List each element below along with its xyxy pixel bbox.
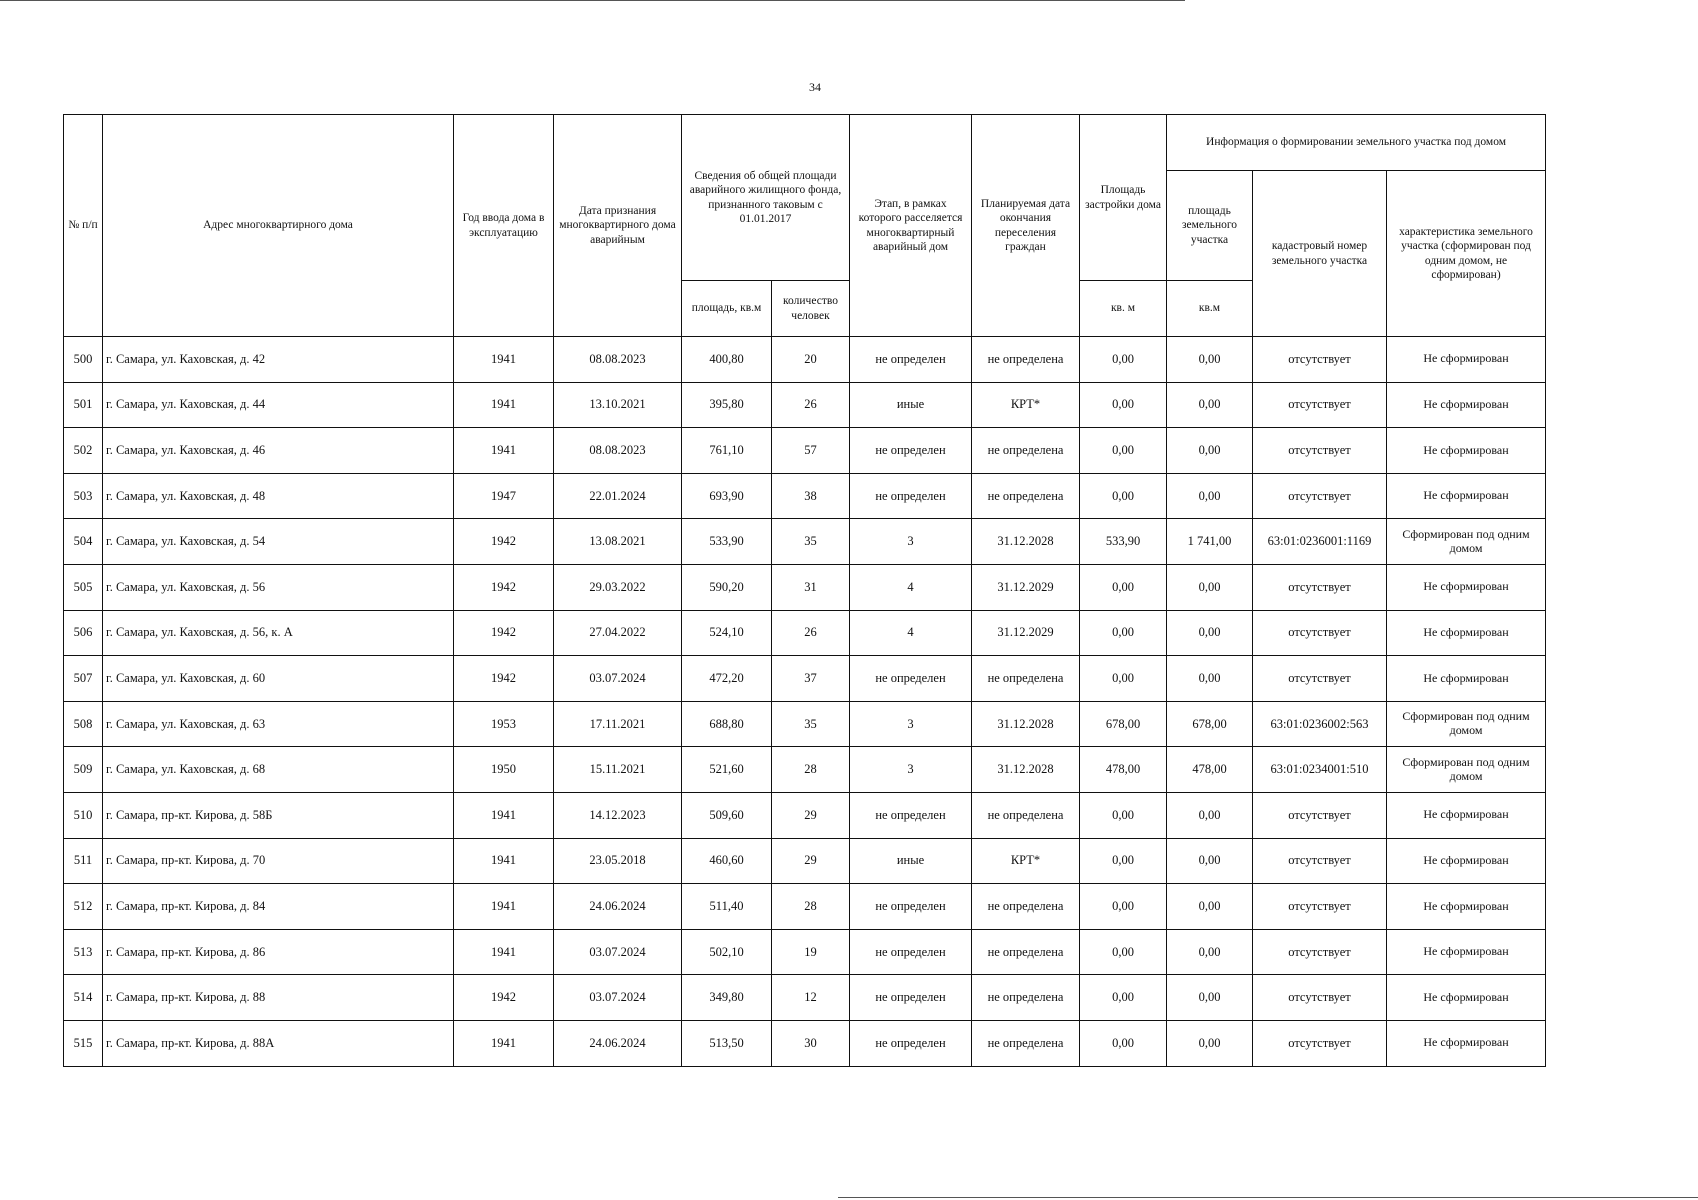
cell-planned: не определена xyxy=(972,428,1080,474)
cell-cadastral: отсутствует xyxy=(1253,610,1387,656)
cell-cadastral: отсутствует xyxy=(1253,337,1387,383)
cell-planned: 31.12.2028 xyxy=(972,747,1080,793)
cell-cadastral: отсутствует xyxy=(1253,792,1387,838)
table-row xyxy=(64,610,1546,656)
table-row xyxy=(64,428,1546,474)
cell-address: г. Самара, ул. Каховская, д. 42 xyxy=(103,337,454,383)
cell-num: 509 xyxy=(64,747,103,793)
table-row xyxy=(64,792,1546,838)
table-row xyxy=(64,382,1546,428)
cell-stage: 3 xyxy=(850,519,972,565)
cell-land-char: Не сформирован xyxy=(1387,1020,1546,1066)
cell-date: 24.06.2024 xyxy=(554,1020,682,1066)
cell-area: 521,60 xyxy=(682,747,772,793)
header-area-sqm: площадь, кв.м xyxy=(682,281,772,337)
cell-num: 508 xyxy=(64,701,103,747)
cell-land-area: 0,00 xyxy=(1167,884,1253,930)
cell-planned: не определена xyxy=(972,929,1080,975)
cell-stage: не определен xyxy=(850,929,972,975)
cell-build-area: 0,00 xyxy=(1080,382,1167,428)
cell-address: г. Самара, ул. Каховская, д. 56 xyxy=(103,564,454,610)
cell-num: 511 xyxy=(64,838,103,884)
cell-land-area: 0,00 xyxy=(1167,610,1253,656)
cell-build-area: 0,00 xyxy=(1080,610,1167,656)
cell-address: г. Самара, ул. Каховская, д. 46 xyxy=(103,428,454,474)
cell-year: 1941 xyxy=(454,884,554,930)
cell-stage: 4 xyxy=(850,564,972,610)
cell-year: 1953 xyxy=(454,701,554,747)
cell-people: 28 xyxy=(772,884,850,930)
cell-area: 513,50 xyxy=(682,1020,772,1066)
cell-land-area: 0,00 xyxy=(1167,337,1253,383)
cell-build-area: 0,00 xyxy=(1080,1020,1167,1066)
cell-num: 504 xyxy=(64,519,103,565)
cell-land-area: 0,00 xyxy=(1167,792,1253,838)
header-land-area-unit: кв.м xyxy=(1167,281,1253,337)
cell-date: 24.06.2024 xyxy=(554,884,682,930)
cell-planned: не определена xyxy=(972,975,1080,1021)
cell-people: 37 xyxy=(772,656,850,702)
cell-cadastral: 63:01:0234001:510 xyxy=(1253,747,1387,793)
cell-land-char: Не сформирован xyxy=(1387,428,1546,474)
cell-stage: не определен xyxy=(850,337,972,383)
cell-year: 1942 xyxy=(454,564,554,610)
cell-people: 31 xyxy=(772,564,850,610)
table-row xyxy=(64,473,1546,519)
table-row xyxy=(64,747,1546,793)
cell-cadastral: отсутствует xyxy=(1253,382,1387,428)
cell-area: 511,40 xyxy=(682,884,772,930)
cell-planned: не определена xyxy=(972,1020,1080,1066)
cell-people: 29 xyxy=(772,792,850,838)
cell-stage: иные xyxy=(850,838,972,884)
header-land-info: Информация о формировании земельного участка под домом xyxy=(1167,115,1546,171)
cell-area: 533,90 xyxy=(682,519,772,565)
cell-cadastral: отсутствует xyxy=(1253,884,1387,930)
cell-people: 28 xyxy=(772,747,850,793)
cell-people: 35 xyxy=(772,701,850,747)
cell-num: 507 xyxy=(64,656,103,702)
cell-build-area: 0,00 xyxy=(1080,656,1167,702)
cell-land-char: Не сформирован xyxy=(1387,610,1546,656)
cell-stage: не определен xyxy=(850,656,972,702)
cell-num: 513 xyxy=(64,929,103,975)
cell-planned: 31.12.2028 xyxy=(972,701,1080,747)
cell-address: г. Самара, ул. Каховская, д. 44 xyxy=(103,382,454,428)
cell-area: 349,80 xyxy=(682,975,772,1021)
cell-planned: не определена xyxy=(972,473,1080,519)
cell-land-char: Не сформирован xyxy=(1387,929,1546,975)
header-building-area-unit: кв. м xyxy=(1080,281,1167,337)
cell-cadastral: отсутствует xyxy=(1253,428,1387,474)
cell-date: 22.01.2024 xyxy=(554,473,682,519)
cell-address: г. Самара, ул. Каховская, д. 48 xyxy=(103,473,454,519)
scan-edge-bottom xyxy=(838,1197,1698,1198)
cell-area: 460,60 xyxy=(682,838,772,884)
cell-date: 23.05.2018 xyxy=(554,838,682,884)
cell-date: 13.08.2021 xyxy=(554,519,682,565)
table-row xyxy=(64,564,1546,610)
cell-cadastral: отсутствует xyxy=(1253,1020,1387,1066)
cell-area: 502,10 xyxy=(682,929,772,975)
cell-date: 03.07.2024 xyxy=(554,929,682,975)
cell-people: 26 xyxy=(772,610,850,656)
cell-address: г. Самара, пр-кт. Кирова, д. 84 xyxy=(103,884,454,930)
cell-area: 395,80 xyxy=(682,382,772,428)
table-row xyxy=(64,337,1546,383)
cell-build-area: 678,00 xyxy=(1080,701,1167,747)
cell-land-char: Не сформирован xyxy=(1387,656,1546,702)
cell-num: 505 xyxy=(64,564,103,610)
cell-num: 515 xyxy=(64,1020,103,1066)
cell-land-area: 0,00 xyxy=(1167,975,1253,1021)
cell-cadastral: отсутствует xyxy=(1253,656,1387,702)
cell-address: г. Самара, ул. Каховская, д. 56, к. А xyxy=(103,610,454,656)
cell-planned: не определена xyxy=(972,792,1080,838)
cell-build-area: 0,00 xyxy=(1080,884,1167,930)
cell-date: 13.10.2021 xyxy=(554,382,682,428)
cell-stage: не определен xyxy=(850,473,972,519)
cell-date: 08.08.2023 xyxy=(554,337,682,383)
header-area-info: Сведения об общей площади аварийного жилищного фонда, признанного таковым с 01.01.2017 xyxy=(682,115,850,281)
header-stage: Этап, в рамках которого расселяется многоквартирный аварийный дом xyxy=(850,115,972,337)
cell-year: 1950 xyxy=(454,747,554,793)
cell-land-area: 478,00 xyxy=(1167,747,1253,793)
cell-address: г. Самара, пр-кт. Кирова, д. 86 xyxy=(103,929,454,975)
cell-area: 761,10 xyxy=(682,428,772,474)
cell-people: 35 xyxy=(772,519,850,565)
scan-edge-top xyxy=(0,0,1185,1)
cell-num: 502 xyxy=(64,428,103,474)
cell-area: 693,90 xyxy=(682,473,772,519)
cell-land-char: Не сформирован xyxy=(1387,473,1546,519)
cell-num: 514 xyxy=(64,975,103,1021)
cell-cadastral: 63:01:0236002:563 xyxy=(1253,701,1387,747)
cell-num: 512 xyxy=(64,884,103,930)
cell-build-area: 0,00 xyxy=(1080,975,1167,1021)
cell-planned: не определена xyxy=(972,337,1080,383)
cell-num: 510 xyxy=(64,792,103,838)
cell-date: 03.07.2024 xyxy=(554,975,682,1021)
cell-year: 1942 xyxy=(454,610,554,656)
cell-planned: не определена xyxy=(972,884,1080,930)
cell-land-area: 0,00 xyxy=(1167,473,1253,519)
cell-stage: не определен xyxy=(850,428,972,474)
cell-area: 688,80 xyxy=(682,701,772,747)
cell-cadastral: отсутствует xyxy=(1253,975,1387,1021)
cell-address: г. Самара, пр-кт. Кирова, д. 58Б xyxy=(103,792,454,838)
cell-stage: не определен xyxy=(850,1020,972,1066)
cell-stage: 3 xyxy=(850,747,972,793)
cell-planned: не определена xyxy=(972,656,1080,702)
table-row xyxy=(64,884,1546,930)
header-date-recognized: Дата признания многоквартирного дома аварийным xyxy=(554,115,682,337)
header-cadastral: кадастровый номер земельного участка xyxy=(1253,171,1387,337)
cell-year: 1941 xyxy=(454,792,554,838)
cell-date: 08.08.2023 xyxy=(554,428,682,474)
table-row xyxy=(64,519,1546,565)
cell-land-area: 0,00 xyxy=(1167,428,1253,474)
cell-cadastral: 63:01:0236001:1169 xyxy=(1253,519,1387,565)
cell-build-area: 0,00 xyxy=(1080,337,1167,383)
cell-land-char: Не сформирован xyxy=(1387,884,1546,930)
header-num: № п/п xyxy=(64,115,103,337)
table-row xyxy=(64,1020,1546,1066)
cell-cadastral: отсутствует xyxy=(1253,564,1387,610)
cell-year: 1941 xyxy=(454,337,554,383)
cell-land-char: Не сформирован xyxy=(1387,382,1546,428)
cell-build-area: 0,00 xyxy=(1080,792,1167,838)
cell-year: 1941 xyxy=(454,929,554,975)
cell-date: 17.11.2021 xyxy=(554,701,682,747)
cell-area: 472,20 xyxy=(682,656,772,702)
header-land-area: площадь земельного участка xyxy=(1167,171,1253,281)
cell-land-char: Сформирован под одним домом xyxy=(1387,519,1546,565)
cell-land-char: Сформирован под одним домом xyxy=(1387,747,1546,793)
table-row xyxy=(64,929,1546,975)
cell-stage: не определен xyxy=(850,884,972,930)
cell-address: г. Самара, пр-кт. Кирова, д. 88 xyxy=(103,975,454,1021)
cell-people: 57 xyxy=(772,428,850,474)
cell-area: 509,60 xyxy=(682,792,772,838)
cell-num: 503 xyxy=(64,473,103,519)
cell-people: 12 xyxy=(772,975,850,1021)
cell-build-area: 478,00 xyxy=(1080,747,1167,793)
cell-people: 26 xyxy=(772,382,850,428)
cell-stage: не определен xyxy=(850,975,972,1021)
cell-land-char: Не сформирован xyxy=(1387,838,1546,884)
cell-build-area: 0,00 xyxy=(1080,473,1167,519)
cell-land-area: 0,00 xyxy=(1167,929,1253,975)
cell-num: 506 xyxy=(64,610,103,656)
cell-year: 1941 xyxy=(454,1020,554,1066)
header-building-area: Площадь застройки дома xyxy=(1080,115,1167,281)
cell-year: 1942 xyxy=(454,656,554,702)
cell-stage: иные xyxy=(850,382,972,428)
cell-year: 1942 xyxy=(454,975,554,1021)
cell-cadastral: отсутствует xyxy=(1253,473,1387,519)
cell-area: 524,10 xyxy=(682,610,772,656)
header-people-count: количество человек xyxy=(772,281,850,337)
cell-people: 38 xyxy=(772,473,850,519)
cell-planned: КРТ* xyxy=(972,382,1080,428)
cell-land-area: 0,00 xyxy=(1167,838,1253,884)
cell-address: г. Самара, пр-кт. Кирова, д. 70 xyxy=(103,838,454,884)
cell-year: 1941 xyxy=(454,428,554,474)
cell-people: 20 xyxy=(772,337,850,383)
cell-land-area: 0,00 xyxy=(1167,656,1253,702)
cell-people: 19 xyxy=(772,929,850,975)
cell-land-area: 0,00 xyxy=(1167,382,1253,428)
cell-build-area: 0,00 xyxy=(1080,838,1167,884)
cell-date: 15.11.2021 xyxy=(554,747,682,793)
cell-land-area: 0,00 xyxy=(1167,564,1253,610)
cell-land-char: Не сформирован xyxy=(1387,792,1546,838)
cell-date: 03.07.2024 xyxy=(554,656,682,702)
cell-land-char: Сформирован под одним домом xyxy=(1387,701,1546,747)
cell-address: г. Самара, ул. Каховская, д. 68 xyxy=(103,747,454,793)
cell-year: 1941 xyxy=(454,382,554,428)
cell-planned: 31.12.2029 xyxy=(972,610,1080,656)
cell-address: г. Самара, ул. Каховская, д. 63 xyxy=(103,701,454,747)
cell-year: 1942 xyxy=(454,519,554,565)
table-row xyxy=(64,701,1546,747)
cell-date: 14.12.2023 xyxy=(554,792,682,838)
emergency-housing-table xyxy=(63,114,1546,1067)
cell-stage: 4 xyxy=(850,610,972,656)
cell-area: 590,20 xyxy=(682,564,772,610)
header-land-char: характеристика земельного участка (сформирован под одним домом, не сформирован) xyxy=(1387,171,1546,337)
table-row xyxy=(64,656,1546,702)
cell-address: г. Самара, ул. Каховская, д. 54 xyxy=(103,519,454,565)
cell-stage: не определен xyxy=(850,792,972,838)
cell-people: 29 xyxy=(772,838,850,884)
cell-date: 27.04.2022 xyxy=(554,610,682,656)
cell-year: 1947 xyxy=(454,473,554,519)
header-address: Адрес многоквартирного дома xyxy=(103,115,454,337)
cell-land-area: 1 741,00 xyxy=(1167,519,1253,565)
cell-build-area: 0,00 xyxy=(1080,564,1167,610)
cell-land-char: Не сформирован xyxy=(1387,564,1546,610)
cell-land-char: Не сформирован xyxy=(1387,975,1546,1021)
header-year: Год ввода дома в эксплуатацию xyxy=(454,115,554,337)
header-planned-date: Планируемая дата окончания переселения граждан xyxy=(972,115,1080,337)
cell-num: 500 xyxy=(64,337,103,383)
cell-planned: КРТ* xyxy=(972,838,1080,884)
cell-num: 501 xyxy=(64,382,103,428)
cell-build-area: 0,00 xyxy=(1080,929,1167,975)
cell-year: 1941 xyxy=(454,838,554,884)
cell-stage: 3 xyxy=(850,701,972,747)
cell-address: г. Самара, пр-кт. Кирова, д. 88А xyxy=(103,1020,454,1066)
cell-land-char: Не сформирован xyxy=(1387,337,1546,383)
cell-date: 29.03.2022 xyxy=(554,564,682,610)
cell-planned: 31.12.2028 xyxy=(972,519,1080,565)
table-row xyxy=(64,975,1546,1021)
table-row xyxy=(64,838,1546,884)
cell-people: 30 xyxy=(772,1020,850,1066)
cell-cadastral: отсутствует xyxy=(1253,838,1387,884)
page-number: 34 xyxy=(809,80,821,94)
cell-address: г. Самара, ул. Каховская, д. 60 xyxy=(103,656,454,702)
cell-cadastral: отсутствует xyxy=(1253,929,1387,975)
cell-area: 400,80 xyxy=(682,337,772,383)
cell-planned: 31.12.2029 xyxy=(972,564,1080,610)
cell-land-area: 0,00 xyxy=(1167,1020,1253,1066)
cell-build-area: 0,00 xyxy=(1080,428,1167,474)
cell-land-area: 678,00 xyxy=(1167,701,1253,747)
cell-build-area: 533,90 xyxy=(1080,519,1167,565)
